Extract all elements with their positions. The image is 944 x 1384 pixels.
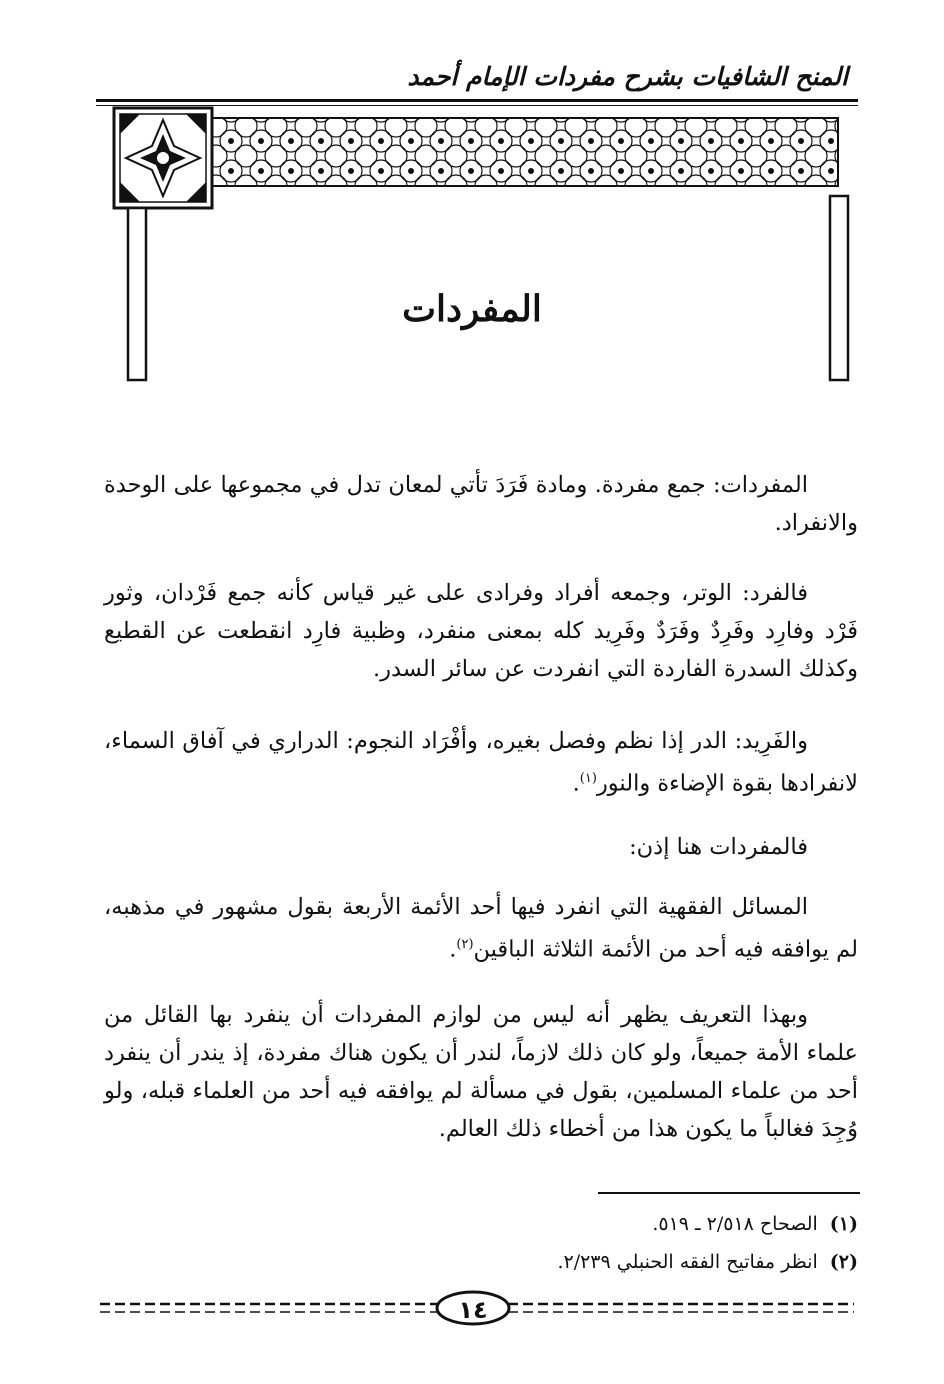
footnote-1 <box>557 1205 858 1243</box>
paragraph-2 <box>104 574 858 688</box>
footnote-separator <box>598 1192 860 1194</box>
page-number: ١٤ <box>458 1296 488 1324</box>
paragraph-3 <box>104 722 858 803</box>
footnote-text: انظر مفاتيح الفقه الحنبلي ٢/٢٣٩. <box>557 1251 818 1273</box>
paragraph-6 <box>104 996 858 1148</box>
paragraph-4 <box>104 828 858 866</box>
paragraph-text: المفردات: جمع مفردة. ومادة فَرَدَ تأتي لمعان تدل في مجموعها على الوحدة والانفراد. <box>104 472 858 536</box>
footnote-2 <box>557 1243 858 1281</box>
chapter-title: المفردات <box>402 288 542 330</box>
running-header-title: المنح الشافيات بشرح مفردات الإمام أحمد <box>407 62 848 91</box>
sentence-end: . <box>449 936 457 963</box>
footnote-text: الصحاح ٢/٥١٨ ـ ٥١٩. <box>652 1213 818 1235</box>
sentence-end: . <box>572 770 580 797</box>
paragraph-1 <box>104 466 858 542</box>
footnote-number: (٢) <box>829 1251 858 1273</box>
paragraph-text: فالفرد: الوتر، وجمعه أفراد وفرادى على غير قياس كأنه جمع فَرْدان، وثور فَرْد وفارِد وفَرِدٌ وفَرَدٌ وفَرِيد كله بمعنى منفرد، وظبية فارِد انقطعت عن القطيع وكذلك السدرة الفاردة التي انفردت عن سائر السدر. <box>104 580 858 682</box>
footnote-ref-2[interactable]: (٢) <box>456 937 474 952</box>
frame-top-band <box>208 118 838 186</box>
paragraph-text: والفَرِيد: الدر إذا نظم وفصل بغيره، وأفْرَاد النجوم: الدراري في آفاق السماء، لانفرادها بقوة الإضاءة والنور <box>104 728 858 797</box>
footnote-ref-1[interactable]: (١) <box>579 771 597 786</box>
ornamental-frame <box>96 96 858 386</box>
paragraph-5 <box>104 888 858 969</box>
frame-corner-medallion <box>114 108 212 208</box>
paragraph-text: وبهذا التعريف يظهر أنه ليس من لوازم المفردات أن ينفرد بها القائل من علماء الأمة جميعاً، ولو كان ذلك لازماً، لندر أن يكون هناك مفردة، إذ يندر أن ينفرد أحد من علماء المسلمين، بقول في مسألة لم يوافقه فيه أحد من العلماء قبله، ولو وُجِدَ فغالباً ما يكون هذا من أخطاء ذلك العالم. <box>104 1002 858 1142</box>
paragraph-text: المسائل الفقهية التي انفرد فيها أحد الأئمة الأربعة بقول مشهور في مذهبه، لم يوافقه فيه أحد من الأئمة الثلاثة الباقين <box>104 894 858 963</box>
footnotes <box>557 1205 858 1281</box>
paragraph-text: فالمفردات هنا إذن: <box>629 834 808 860</box>
footnote-number: (١) <box>829 1213 858 1235</box>
